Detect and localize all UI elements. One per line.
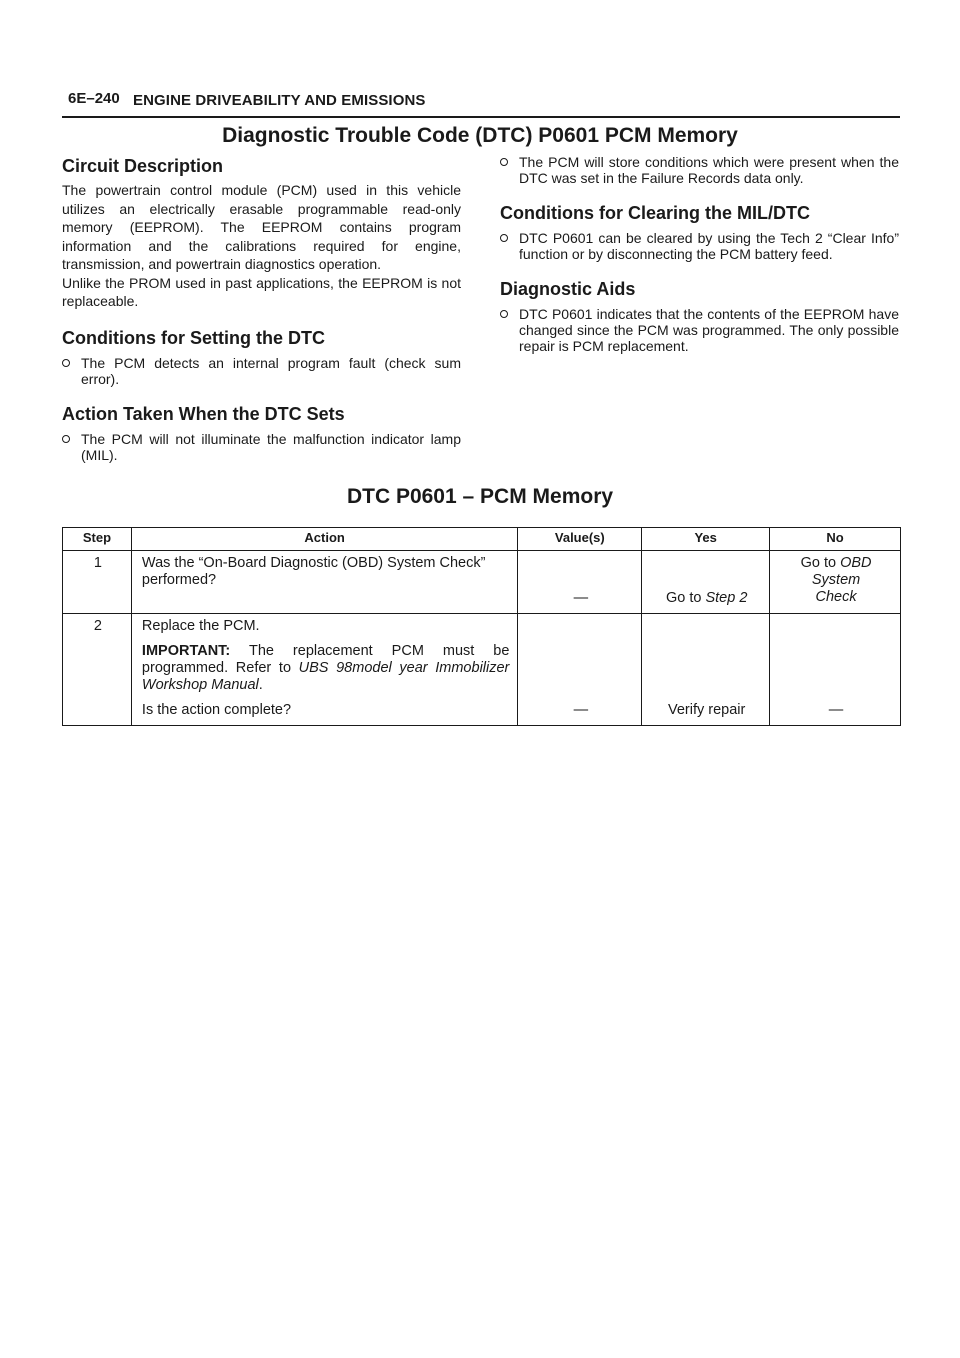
circuit-description-paragraph: The powertrain control module (PCM) used in this vehicle utilizes an electrically erasable programmable read-only memory (EEPROM). The EEPROM contains program information and the calibrations required for engine, transmission, and powertrain diagnostics operation. — [62, 182, 461, 272]
right-column — [500, 154, 899, 354]
action-taken-list-continued — [500, 154, 899, 186]
header-no: No — [770, 528, 901, 551]
bullet-icon — [500, 310, 508, 318]
no-cell: Go to OBD System Check — [770, 551, 901, 614]
header-yes: Yes — [642, 528, 770, 551]
workshop-manual-link[interactable]: UBS 98model year Immobilizer Workshop Manual — [141, 660, 510, 693]
header-rule — [62, 116, 900, 118]
action-cell — [131, 614, 517, 726]
bullet-icon — [62, 359, 70, 367]
conditions-setting-list — [62, 355, 461, 387]
header-step: Step — [63, 528, 132, 551]
step-cell: 1 — [63, 551, 132, 614]
yes-cell: Go to Step 2 — [642, 551, 770, 614]
bullet-icon — [500, 234, 508, 242]
important-label: IMPORTANT: — [141, 643, 231, 659]
step-2-link[interactable]: Step 2 — [705, 590, 748, 606]
bullet-icon — [500, 158, 508, 166]
obd-system-check-link[interactable]: Check — [815, 589, 857, 605]
circuit-description-paragraph: Unlike the PROM used in past applications, the EEPROM is not replaceable. — [62, 274, 461, 309]
action-taken-list — [62, 431, 461, 463]
list-item: DTC P0601 indicates that the contents of the EEPROM have changed since the PCM was programmed. The only possible repair is PCM replacement. — [500, 306, 899, 354]
circuit-description-heading: Circuit Description — [62, 156, 224, 176]
value-cell: — — [518, 614, 642, 726]
action-question: Is the action complete? — [141, 702, 292, 718]
bullet-icon — [62, 435, 70, 443]
page-number: 6E–240 — [68, 90, 120, 107]
header-values: Value(s) — [518, 528, 642, 551]
step-cell: 2 — [63, 614, 132, 726]
obd-system-check-link[interactable]: OBD — [840, 555, 872, 571]
obd-system-check-link[interactable]: System — [811, 572, 861, 588]
conditions-setting-heading: Conditions for Setting the DTC — [62, 327, 325, 348]
header-action: Action — [131, 528, 517, 551]
diagnostic-aids-heading: Diagnostic Aids — [500, 279, 636, 299]
action-taken-heading: Action Taken When the DTC Sets — [62, 403, 345, 424]
table-header-row — [63, 528, 901, 551]
list-item: The PCM will store conditions which were present when the DTC was set in the Failure Records data only. — [500, 154, 899, 186]
no-cell: — — [770, 614, 901, 726]
table-title: DTC P0601 – PCM Memory — [346, 485, 614, 508]
list-item: The PCM detects an internal program fault (check sum error). — [62, 355, 461, 387]
action-text: Replace the PCM. — [141, 618, 260, 634]
list-item: DTC P0601 can be cleared by using the Tech 2 “Clear Info” function or by disconnecting the PCM battery feed. — [500, 230, 899, 262]
table-row — [63, 614, 901, 726]
value-cell: — — [518, 551, 642, 614]
table-row — [63, 551, 901, 614]
page-title: Diagnostic Trouble Code (DTC) P0601 PCM Memory — [222, 124, 738, 147]
section-name: ENGINE DRIVEABILITY AND EMISSIONS — [133, 92, 426, 109]
conditions-clearing-heading: Conditions for Clearing the MIL/DTC — [500, 203, 810, 223]
left-column — [62, 155, 461, 463]
important-note: IMPORTANT: The replacement PCM must be programmed. Refer to UBS 98model year Immobilizer Workshop Manual. — [141, 643, 510, 693]
diagnostic-aids-list — [500, 306, 899, 354]
conditions-clearing-list — [500, 230, 899, 262]
list-item: The PCM will not illuminate the malfunction indicator lamp (MIL). — [62, 431, 461, 463]
diagnostic-table — [62, 527, 901, 726]
action-cell: Was the “On-Board Diagnostic (OBD) System Check” performed? — [131, 551, 517, 614]
yes-cell: Verify repair — [642, 614, 770, 726]
